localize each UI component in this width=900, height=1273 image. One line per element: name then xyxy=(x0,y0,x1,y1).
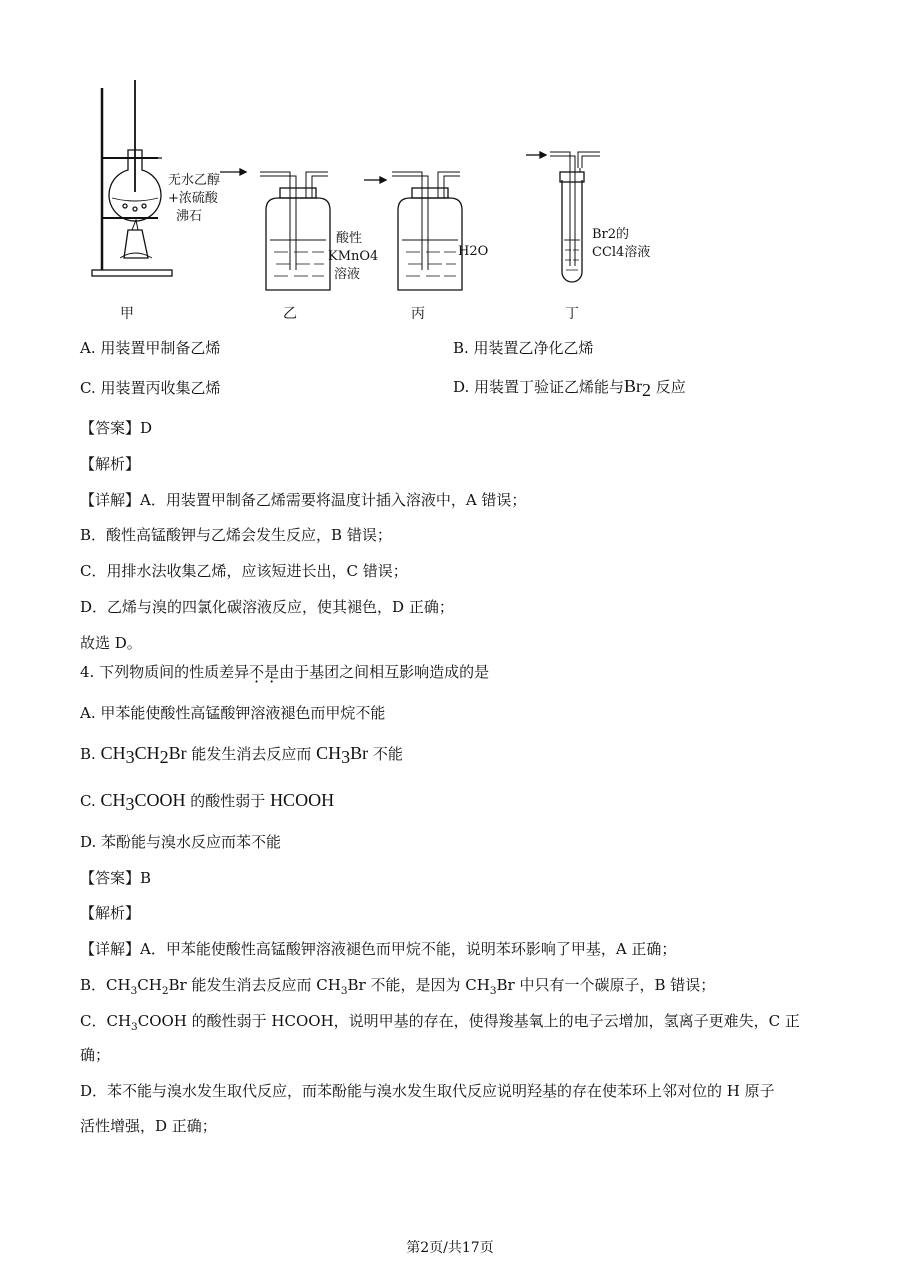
q3-option-d: D. 用装置丁验证乙烯能与$Br_2$ 反应 xyxy=(453,376,686,400)
q3-option-b: B. 用装置乙净化乙烯 xyxy=(453,339,594,357)
stand-base xyxy=(92,270,172,276)
q4-detail-d-cont: 活性增强，D 正确； xyxy=(80,1117,217,1135)
jia-reagent-3: 沸石 xyxy=(176,209,203,224)
q3-conclusion: 故选 D。 xyxy=(80,634,142,652)
ding-reagent-2: CCl4溶液 xyxy=(592,245,651,260)
q4-answer: 【答案】B xyxy=(80,869,152,887)
label-jia: 甲 xyxy=(120,306,134,322)
test-tube xyxy=(562,180,582,282)
q4-detail-a: 【详解】A．甲苯能使酸性高锰酸钾溶液褪色而甲烷不能，说明苯环影响了甲基，A 正确； xyxy=(80,940,677,958)
q3-detail-c: C．用排水法收集乙烯，应该短进长出，C 错误； xyxy=(80,562,408,580)
q4-option-a: A. 甲苯能使酸性高锰酸钾溶液褪色而甲烷不能 xyxy=(80,704,386,722)
label-ding: 丁 xyxy=(565,306,579,322)
jia-reagent-2: +浓硫酸 xyxy=(168,191,218,206)
q4-detail-c-cont: 确； xyxy=(80,1046,111,1064)
ding-reagent-1: Br2的 xyxy=(592,227,630,242)
q4-analysis-title: 【解析】 xyxy=(80,904,141,922)
yi-reagent-3: 溶液 xyxy=(334,267,361,282)
label-bing: 丙 xyxy=(411,306,425,322)
bing-reagent: H2O xyxy=(458,244,489,259)
q4-detail-d: D．苯不能与溴水发生取代反应，而苯酚能与溴水发生取代反应说明羟基的存在使苯环上邻对位的 H 原子 xyxy=(80,1082,775,1100)
q4-detail-c: C．$CH_3COOH$ 的酸性弱于 HCOOH，说明甲基的存在，使得羧基氧上的电子云增加，氢离子更难失，C 正 xyxy=(80,1012,800,1033)
q4-stem: 4. 下列物质间的性质差异不是由于基团之间相互影响造成的是 xyxy=(80,663,490,681)
yi-reagent-1: 酸性 xyxy=(336,231,363,246)
q4-option-b: B. $CH_3CH_2Br$ 能发生消去反应而 $CH_3Br$ 不能 xyxy=(80,743,403,767)
q3-detail-b: B．酸性高锰酸钾与乙烯会发生反应，B 错误； xyxy=(80,526,392,544)
q4-option-d: D. 苯酚能与溴水反应而苯不能 xyxy=(80,833,282,851)
apparatus-diagram xyxy=(80,80,720,295)
q3-option-a: A. 用装置甲制备乙烯 xyxy=(80,339,221,357)
q4-detail-b: B．$CH_3CH_2Br$ 能发生消去反应而 $CH_3Br$ 不能，是因为 $CH_3Br$ 中只有一个碳原子，B 错误； xyxy=(80,976,716,997)
page-number: 第2页/共17页 xyxy=(406,1240,494,1256)
q3-detail-d: D．乙烯与溴的四氯化碳溶液反应，使其褪色，D 正确； xyxy=(80,598,454,616)
q3-analysis-title: 【解析】 xyxy=(80,455,141,473)
jia-reagent-1: 无水乙醇 xyxy=(168,173,221,188)
q3-answer: 【答案】D xyxy=(80,419,153,437)
q3-option-c: C. 用装置丙收集乙烯 xyxy=(80,379,221,397)
label-yi: 乙 xyxy=(283,306,297,322)
q3-detail-a: 【详解】A．用装置甲制备乙烯需要将温度计插入溶液中，A 错误； xyxy=(80,491,527,509)
yi-reagent-2: KMnO4 xyxy=(328,249,379,264)
q4-option-c: C. $CH_3COOH$ 的酸性弱于 HCOOH xyxy=(80,790,335,814)
